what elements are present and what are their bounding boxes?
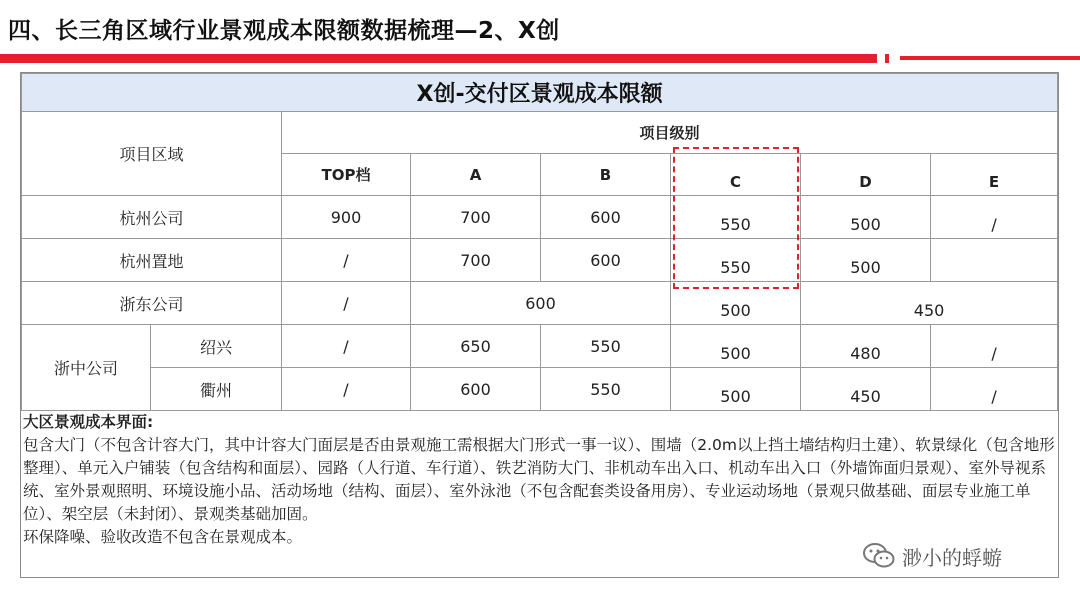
- cell-empty: [931, 239, 1058, 282]
- region-header: 项目区域: [22, 112, 282, 196]
- row-label: 浙东公司: [22, 282, 282, 325]
- cell-value: /: [282, 239, 411, 282]
- cell-value: /: [282, 325, 411, 368]
- cell-value: 450: [801, 368, 931, 411]
- table-row: [22, 282, 1058, 325]
- level-header: 项目级别: [282, 112, 1058, 154]
- sub-row-label: 绍兴: [151, 325, 282, 368]
- cell-value: 700: [411, 239, 541, 282]
- level-d: D: [801, 154, 931, 196]
- cell-value: 480: [801, 325, 931, 368]
- cell-value: /: [931, 325, 1058, 368]
- level-top: TOP档: [282, 154, 411, 196]
- level-e: E: [931, 154, 1058, 196]
- cost-limit-table: [21, 73, 1058, 411]
- watermark-text: 渺小的蜉蝣: [902, 545, 1002, 570]
- cost-limit-sheet: [20, 72, 1059, 578]
- table-row: [22, 196, 1058, 239]
- table-row: [22, 368, 1058, 411]
- row-label: 杭州公司: [22, 196, 282, 239]
- cell-value: 500: [671, 325, 801, 368]
- cell-value: 550: [541, 325, 671, 368]
- title-accent-line: [900, 56, 1080, 60]
- cell-value: 600: [411, 368, 541, 411]
- level-c: C: [671, 154, 801, 196]
- cell-value: 500: [671, 368, 801, 411]
- cell-value: 700: [411, 196, 541, 239]
- cell-value: /: [931, 196, 1058, 239]
- cell-value: 900: [282, 196, 411, 239]
- cell-value: 500: [671, 282, 801, 325]
- title-accent-bar-small: [885, 54, 889, 63]
- page-title: 四、长三角区域行业景观成本限额数据梳理—2、X创: [8, 18, 560, 44]
- cell-value: 550: [671, 196, 801, 239]
- row-label: 杭州置地: [22, 239, 282, 282]
- cell-value: 600: [541, 239, 671, 282]
- cell-value: 550: [671, 239, 801, 282]
- cell-value: /: [931, 368, 1058, 411]
- table-title: X创-交付区景观成本限额: [22, 74, 1058, 112]
- level-a: A: [411, 154, 541, 196]
- cell-value: 550: [541, 368, 671, 411]
- cell-value: 600: [541, 196, 671, 239]
- row-label: 浙中公司: [22, 325, 151, 411]
- level-b: B: [541, 154, 671, 196]
- notes-heading: 大区景观成本界面:: [23, 413, 154, 431]
- cell-value: 600: [411, 282, 671, 325]
- title-accent-bar: [0, 54, 877, 63]
- notes-footer: 环保降噪、验收改造不包含在景观成本。: [23, 528, 303, 546]
- table-row: [22, 239, 1058, 282]
- cell-value: 500: [801, 239, 931, 282]
- scope-notes: [23, 411, 1055, 549]
- sub-row-label: 衢州: [151, 368, 282, 411]
- cell-value: /: [282, 368, 411, 411]
- wechat-icon: [862, 542, 896, 570]
- cell-value: 450: [801, 282, 1058, 325]
- watermark: [862, 540, 1002, 572]
- notes-body: 包含大门（不包含计容大门，其中计容大门面层是否由景观施工需根据大门形式一事一议）、围墙（2.0m以上挡土墙结构归土建）、软景绿化（包含地形整理）、单元入户铺装（包含结构和面层）、园路（人行道、车行道）、铁艺消防大门、非机动车出入口、机动车出入口（外墙饰面归景观）、室外导视系统、室外景观照明、环境设施小品、活动场地（结构、面层）、室外泳池（不包含配套类设备用房）、专业运动场地（景观只做基础、面层专业施工单位）、架空层（未封闭）、景观类基础加固。: [23, 436, 1055, 523]
- cell-value: 500: [801, 196, 931, 239]
- cell-value: /: [282, 282, 411, 325]
- cell-value: 650: [411, 325, 541, 368]
- table-row: [22, 325, 1058, 368]
